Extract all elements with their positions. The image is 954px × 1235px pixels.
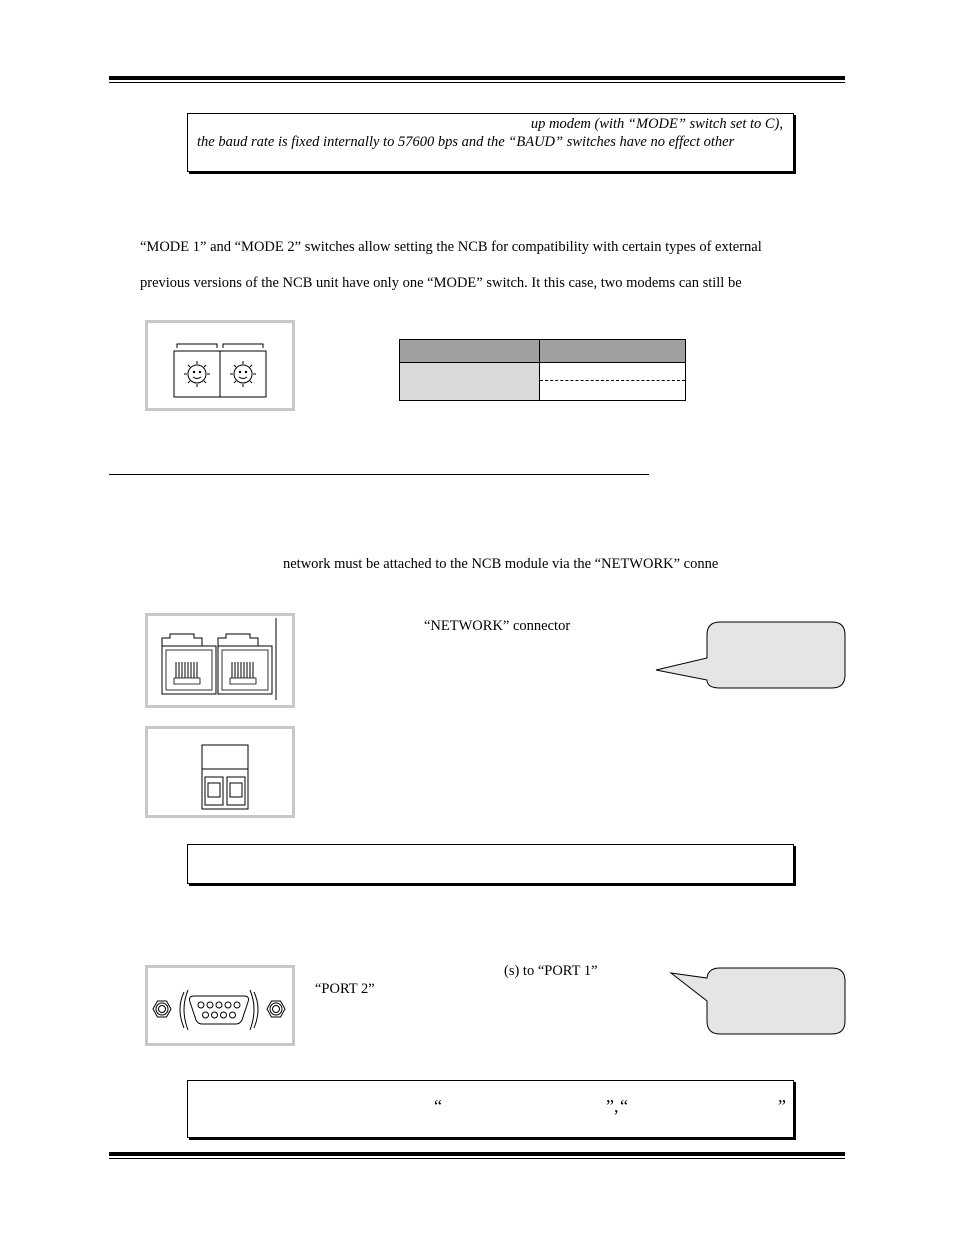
note-box-bottom bbox=[187, 1080, 794, 1138]
callout-bubble-serial bbox=[668, 966, 848, 1038]
serial-port-figure bbox=[145, 965, 295, 1046]
table-header-row bbox=[399, 339, 686, 363]
network-rj45-figure bbox=[145, 613, 295, 708]
quote-close-2: ” bbox=[778, 1096, 786, 1116]
footer-rule-thick bbox=[109, 1152, 845, 1156]
db9-connector-icon bbox=[148, 968, 292, 1043]
terminal-block-figure bbox=[145, 726, 295, 818]
port-text-line-1: (s) to “PORT 1” bbox=[504, 963, 598, 979]
header-rule-thick bbox=[109, 76, 845, 80]
section-divider bbox=[109, 474, 649, 475]
quote-open-1: “ bbox=[434, 1096, 442, 1116]
port-text-line-2: “PORT 2” bbox=[315, 981, 375, 997]
note-box-network bbox=[187, 844, 794, 884]
rj45-connector-icon bbox=[148, 616, 292, 705]
note-line-2: the baud rate is fixed internally to 57600 bps and the “BAUD” switches have no effect other bbox=[197, 134, 735, 150]
table-row bbox=[399, 381, 686, 401]
mode-paragraph-line-2: previous versions of the NCB unit have only one “MODE” switch. It this case, two modems can still be bbox=[140, 275, 742, 291]
network-paragraph: network must be attached to the NCB module via the “NETWORK” conne bbox=[283, 556, 719, 572]
terminal-block-icon bbox=[148, 729, 292, 815]
note-box-baud-rate bbox=[187, 113, 794, 172]
mode-paragraph-line-1: “MODE 1” and “MODE 2” switches allow setting the NCB for compatibility with certain types of external bbox=[140, 239, 762, 255]
mode-settings-table bbox=[399, 339, 686, 401]
table-row bbox=[399, 363, 686, 381]
mode-switches-figure bbox=[145, 320, 295, 411]
note-line-1: up modem (with “MODE” switch set to C), bbox=[530, 116, 783, 132]
network-connector-label: “NETWORK” connector bbox=[424, 618, 571, 634]
header-rule-thin bbox=[109, 82, 845, 83]
rotary-switches-icon bbox=[148, 323, 292, 408]
quote-open-2: “ bbox=[620, 1096, 628, 1116]
callout-bubble-network bbox=[650, 620, 848, 692]
footer-rule-thin bbox=[109, 1158, 845, 1159]
quote-close-1: ”, bbox=[606, 1096, 619, 1116]
